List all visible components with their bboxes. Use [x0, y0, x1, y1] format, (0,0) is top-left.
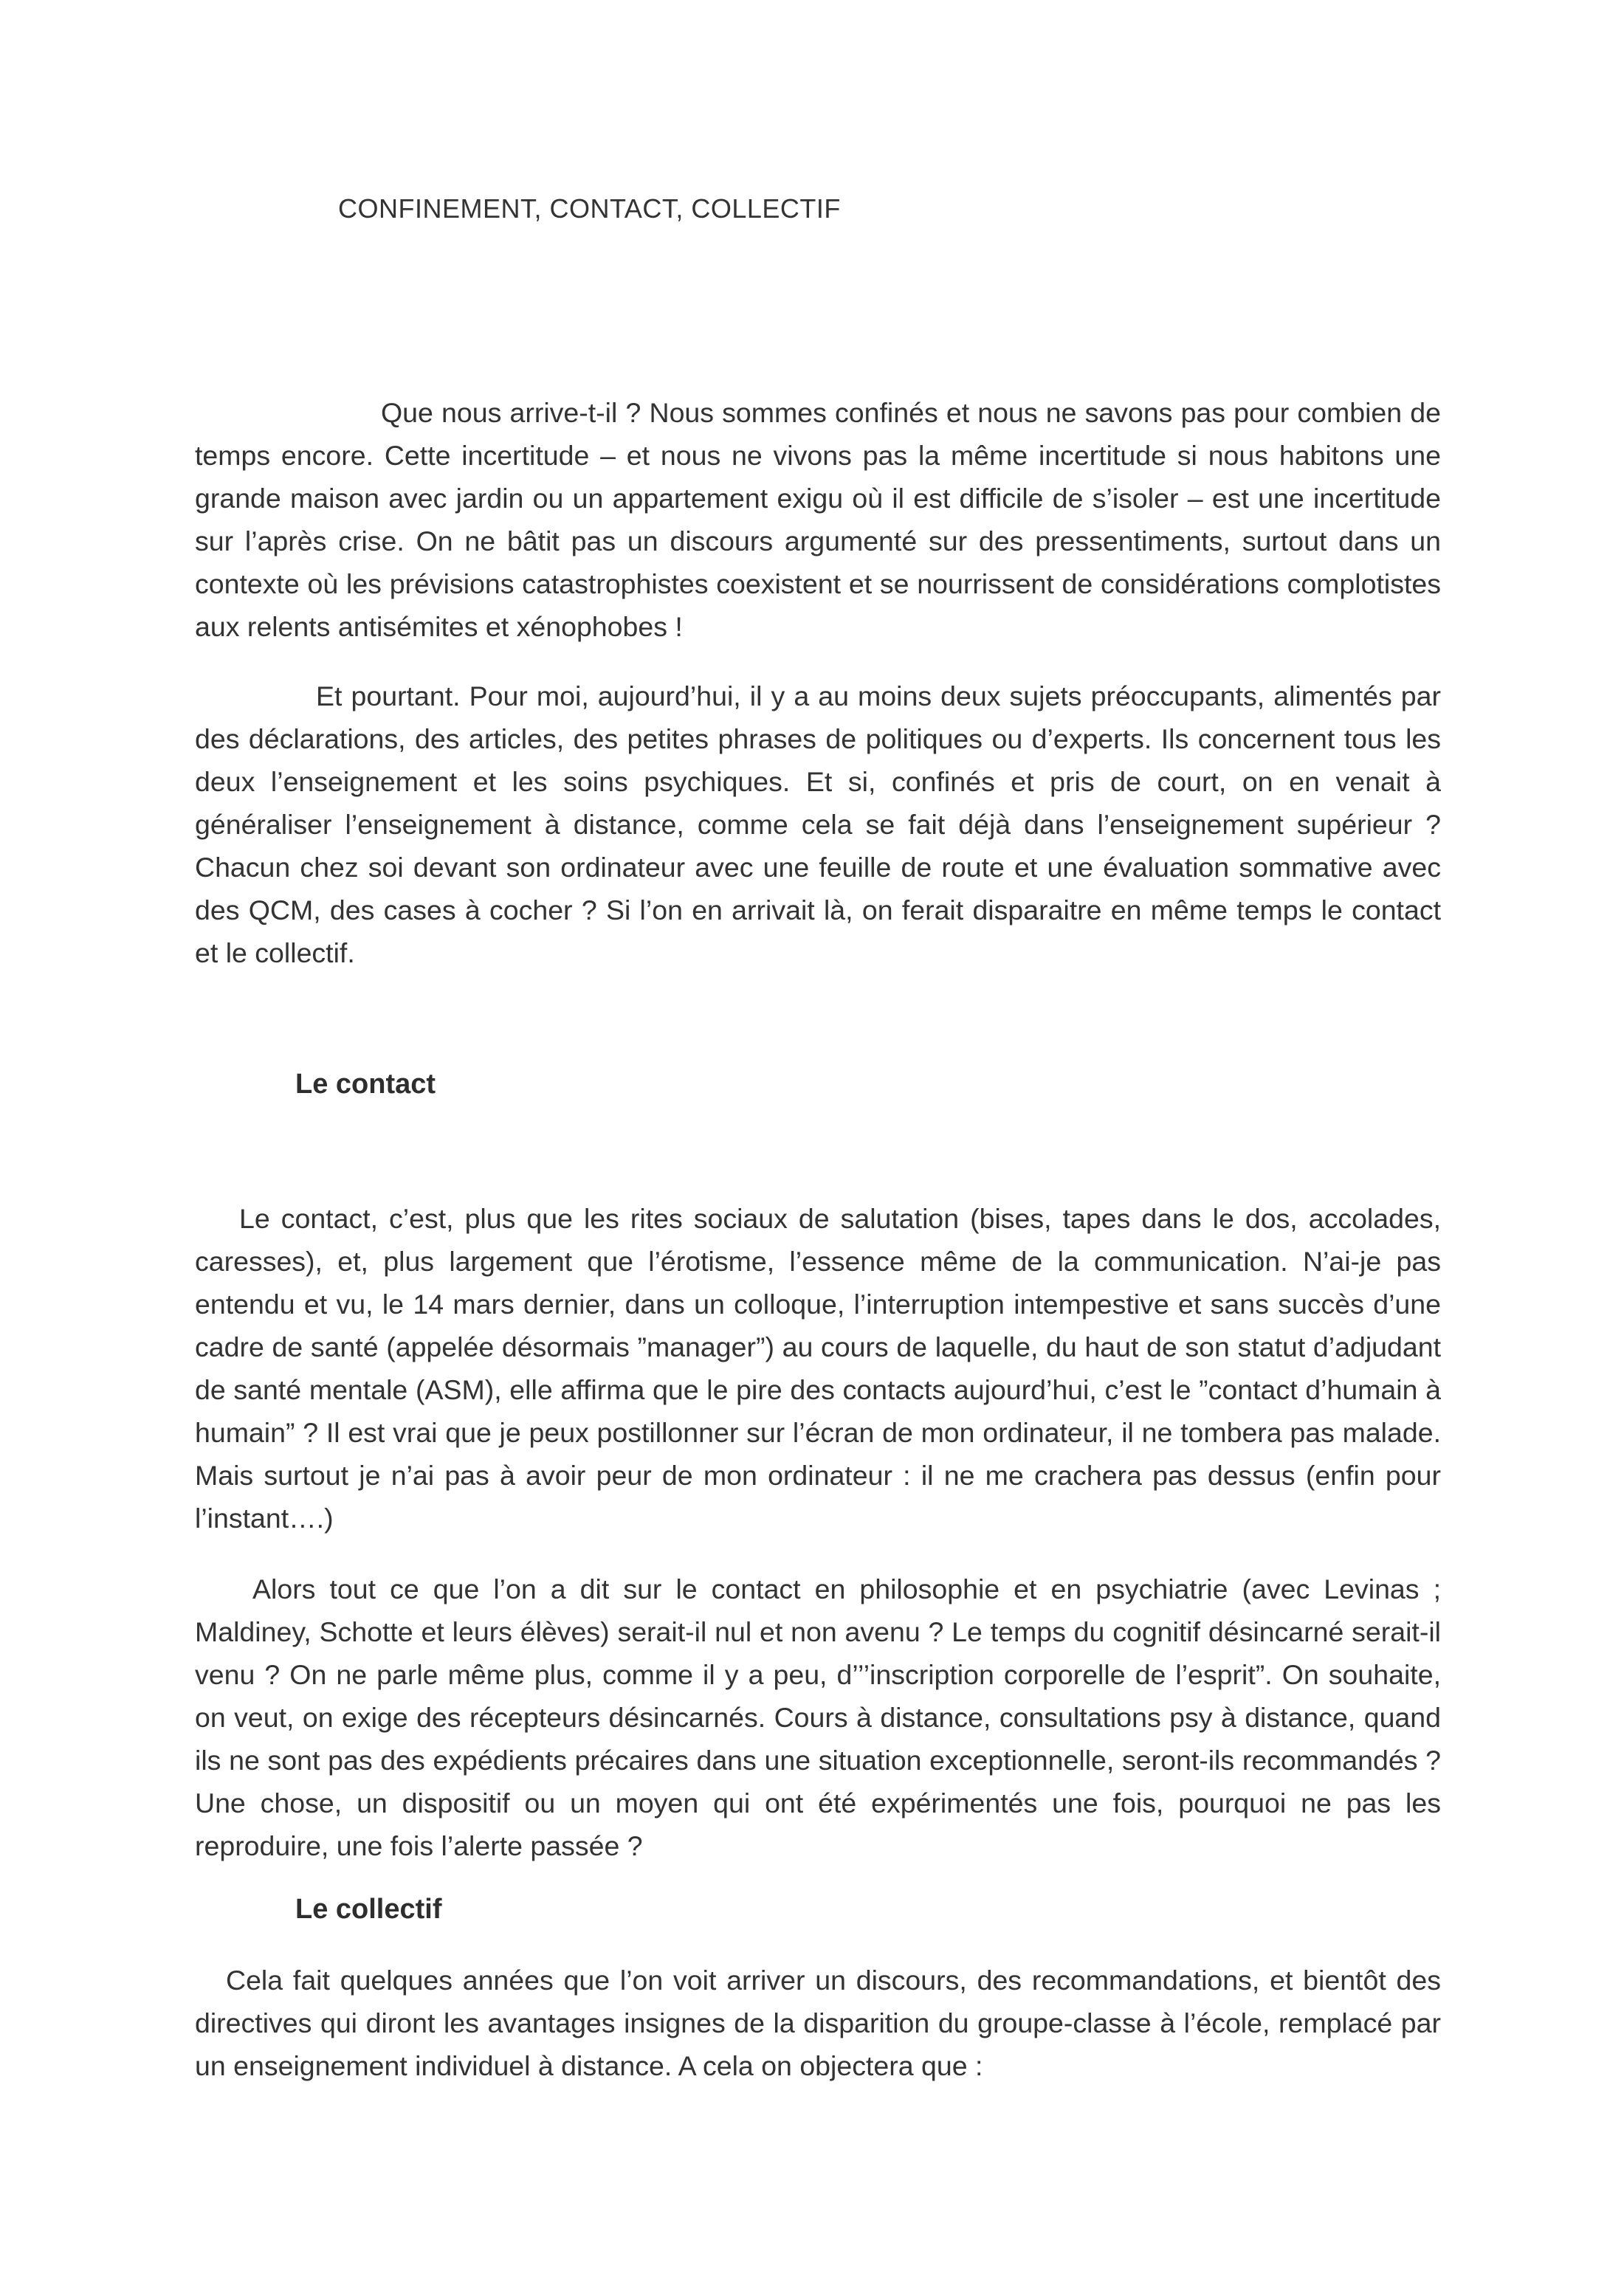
contact-paragraph-2: Alors tout ce que l’on a dit sur le contact en philosophie et en psychiatrie (avec Levinas ; Maldiney, Schotte et leurs élèves) serait-il nul et non avenu ? Le temps du cognitif désincarné serait-il venu ? On ne parle même plus, comme il y a peu, d’’’inscription corporelle de l’esprit”. On souhaite, on veut, on exige des récepteurs désincarnés. Cours à distance, consultations psy à distance, quand ils ne sont pas des expédients précaires dans une situation exceptionnelle, seront-ils recommandés ? Une chose, un dispositif ou un moyen qui ont été expérimentés une fois, pourquoi ne pas les reproduire, une fois l’alerte passée ?	[195, 1573, 1441, 1861]
collectif-paragraph-1: Cela fait quelques années que l’on voit arriver un discours, des recommandations, et bientôt des directives qui diront les avantages insignes de la disparition du groupe-classe à l’école, remplacé par un enseignement individuel à distance. A cela on objectera que :	[195, 1965, 1441, 2081]
section-heading-contact: Le contact	[295, 1069, 436, 1100]
section-heading-collectif: Le collectif	[295, 1894, 442, 1925]
document-title: CONFINEMENT, CONTACT, COLLECTIF	[338, 193, 841, 224]
contact-paragraph-1: Le contact, c’est, plus que les rites sociaux de salutation (bises, tapes dans le dos, accolades, caresses), et, plus largement que l’érotisme, l’essence même de la communication. N’ai-je pas entendu et vu, le 14 mars dernier, dans un colloque, l’interruption intempestive et sans succès d’une cadre de santé (appelée désormais ”manager”) au cours de laquelle, du haut de son statut d’adjudant de santé mentale (ASM), elle affirma que le pire des contacts aujourd’hui, c’est le ”contact d’humain à humain” ? Il est vrai que je peux postillonner sur l’écran de mon ordinateur, il ne tombera pas malade. Mais surtout je n’ai pas à avoir peur de mon ordinateur : il ne me crachera pas dessus (enfin pour l’instant….)	[195, 1203, 1441, 1534]
intro-paragraph-1: Que nous arrive-t-il ? Nous sommes confinés et nous ne savons pas pour combien de temps encore. Cette incertitude – et nous ne vivons pas la même incertitude si nous habitons une grande maison avec jardin ou un appartement exigu où il est difficile de s’isoler – est une incertitude sur l’après crise. On ne bâtit pas un discours argumenté sur des pressentiments, surtout dans un contexte où les prévisions catastrophistes coexistent et se nourrissent de considérations complotistes aux relents antisémites et xénophobes !	[195, 397, 1441, 642]
intro-paragraph-2: Et pourtant. Pour moi, aujourd’hui, il y a au moins deux sujets préoccupants, alimentés par des déclarations, des articles, des petites phrases de politiques ou d’experts. Ils concernent tous les deux l’enseignement et les soins psychiques. Et si, confinés et pris de court, on en venait à généraliser l’enseignement à distance, comme cela se fait déjà dans l’enseignement supérieur ? Chacun chez soi devant son ordinateur avec une feuille de route et une évaluation sommative avec des QCM, des cases à cocher ? Si l’on en arrivait là, on ferait disparaitre en même temps le contact et le collectif.	[195, 680, 1441, 968]
